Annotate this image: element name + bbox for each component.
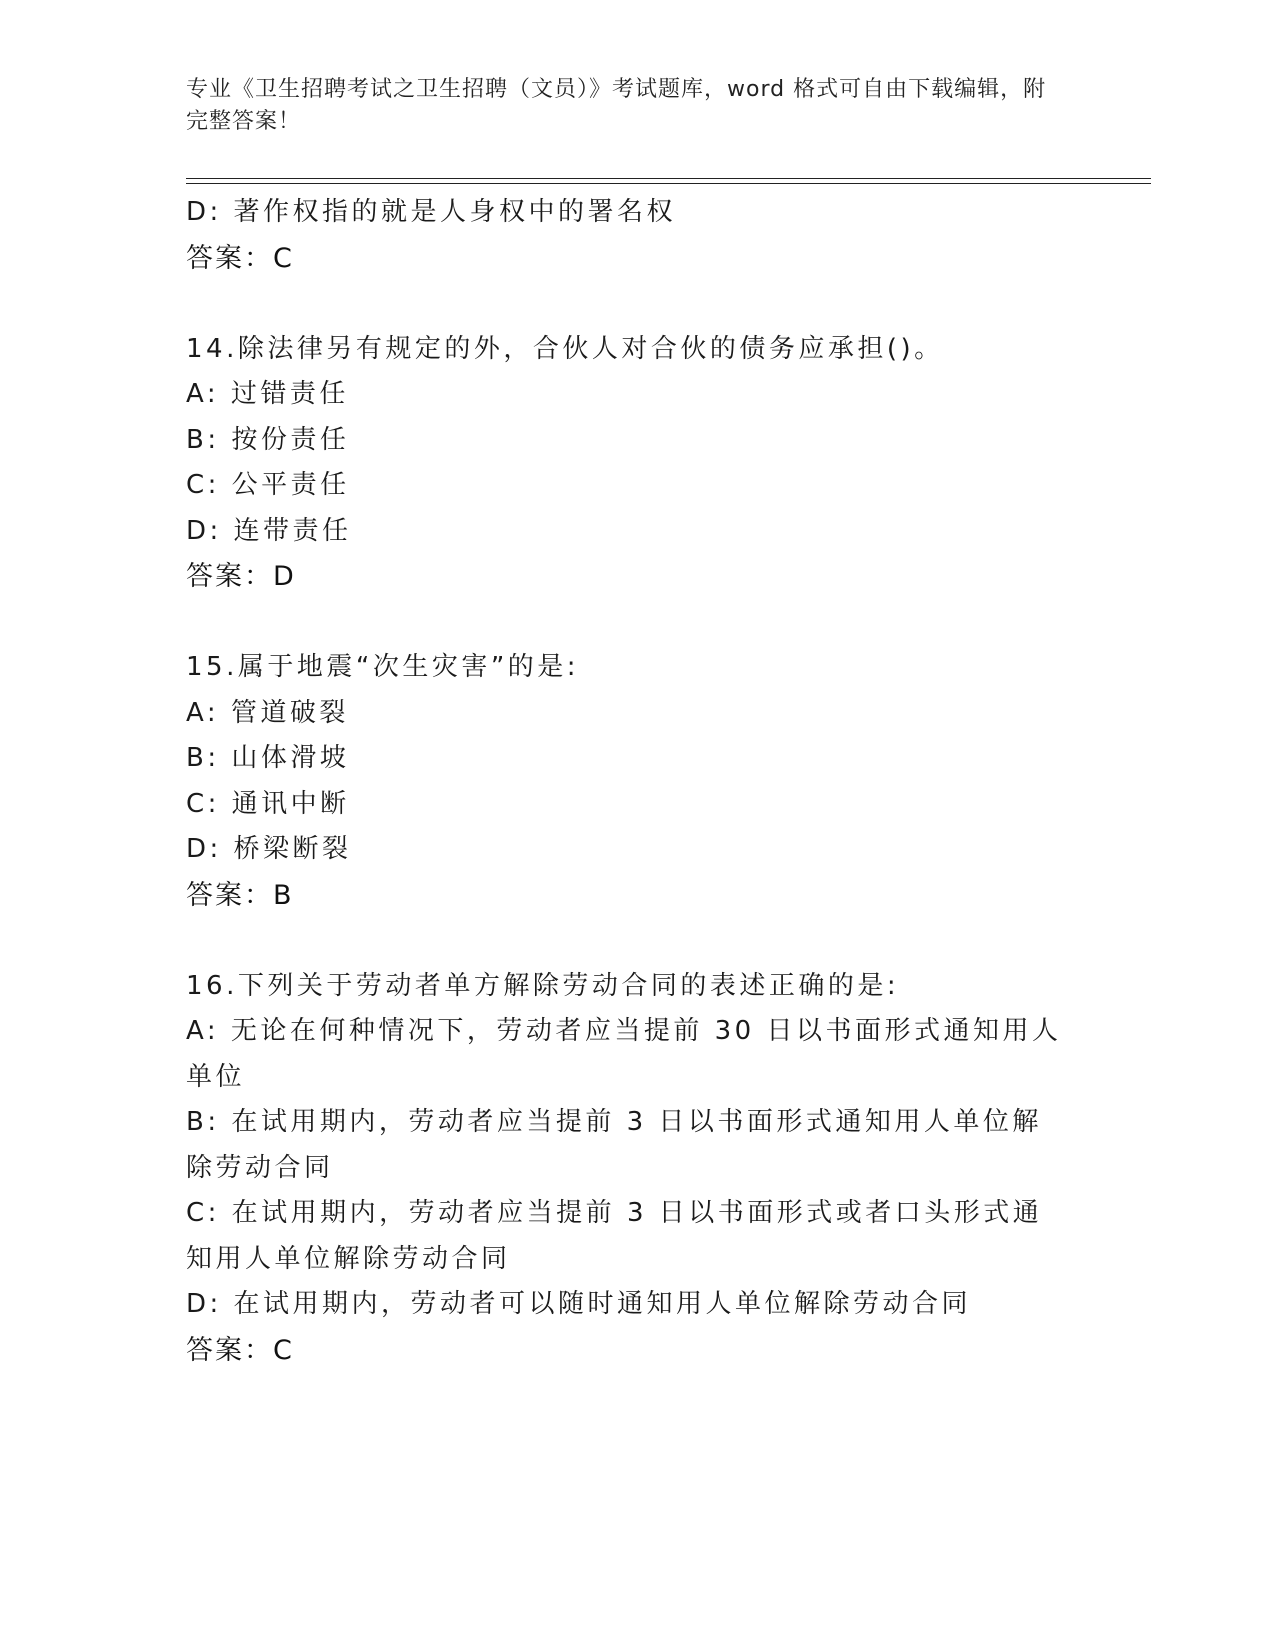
question-stem: 15.属于地震“次生灾害”的是: xyxy=(186,652,580,682)
answer-line: 答案：B xyxy=(186,879,294,911)
spacer xyxy=(186,600,1086,646)
answer-line: 答案：C xyxy=(186,1334,294,1366)
option-d: D: 连带责任 xyxy=(186,515,352,546)
question-14 xyxy=(186,327,1086,600)
option-d: D: 著作权指的就是人身权中的署名权 xyxy=(186,197,677,227)
answer-line: 答案：C xyxy=(186,242,294,274)
option-a: A: 管道破裂 xyxy=(186,697,349,728)
option-d: D: 桥梁断裂 xyxy=(186,834,352,864)
spacer xyxy=(186,918,1086,964)
option-a: A: 过错责任 xyxy=(186,379,349,409)
question-16 xyxy=(186,964,1086,1374)
option-c: C: 在试用期内，劳动者应当提前 3 日以书面形式或者口头形式通知用人单位解除劳动合同 xyxy=(186,1198,1043,1274)
question-stem: 16.下列关于劳动者单方解除劳动合同的表述正确的是: xyxy=(186,970,900,1001)
option-b: B: 山体滑坡 xyxy=(186,743,350,773)
option-b: B: 按份责任 xyxy=(186,424,350,455)
option-a: A: 无论在何种情况下，劳动者应当提前 30 日以书面形式通知用人单位 xyxy=(186,1016,1062,1092)
spacer xyxy=(186,281,1086,327)
question-15 xyxy=(186,645,1086,918)
option-d: D: 在试用期内，劳动者可以随时通知用人单位解除劳动合同 xyxy=(186,1289,972,1319)
option-c: C: 通讯中断 xyxy=(186,788,350,819)
answer-line: 答案：D xyxy=(186,561,296,592)
option-c: C: 公平责任 xyxy=(186,470,350,500)
previous-question-tail xyxy=(186,190,1086,281)
header-rule-top xyxy=(186,178,1151,179)
question-stem: 14.除法律另有规定的外，合伙人对合伙的债务应承担()。 xyxy=(186,333,944,364)
header-rule-bottom xyxy=(186,183,1151,184)
document-header: 专业《卫生招聘考试之卫生招聘（文员）》考试题库，word 格式可自由下载编辑，附完整答案！ xyxy=(186,77,1047,134)
option-b: B: 在试用期内，劳动者应当提前 3 日以书面形式通知用人单位解除劳动合同 xyxy=(186,1107,1042,1183)
document-body xyxy=(186,190,1086,1373)
